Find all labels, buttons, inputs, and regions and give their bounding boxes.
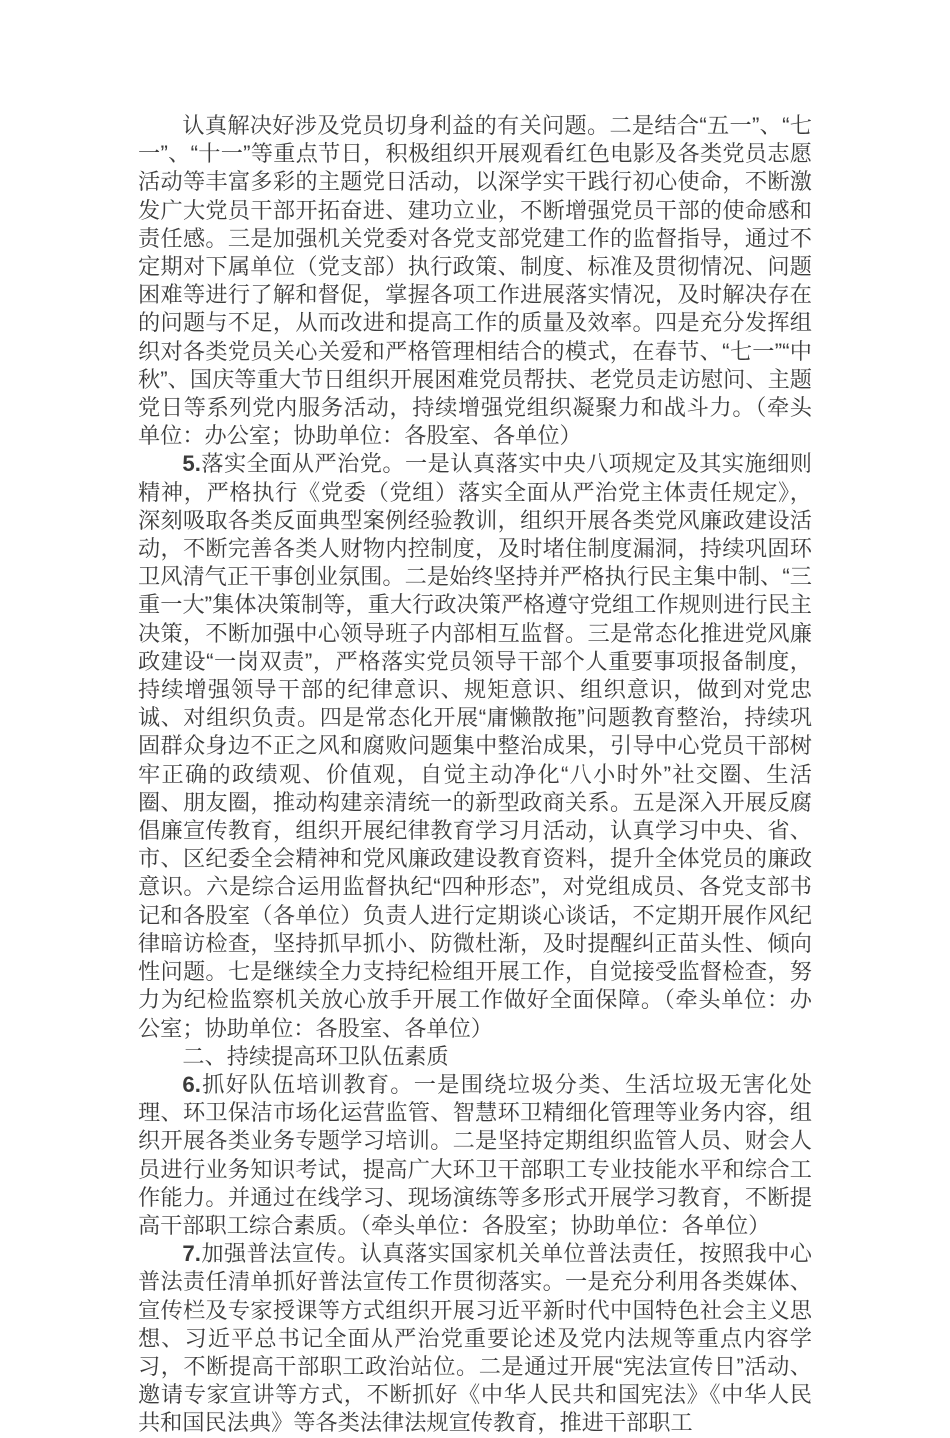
paragraph-item-6	[138, 1071, 812, 1240]
paragraph-number: 7.	[182, 1241, 201, 1267]
paragraph-continued-party-building	[138, 112, 812, 450]
paragraph-text: 加强普法宣传。认真落实国家机关单位普法责任，按照我中心普法责任清单抓好普法宣传工作贯彻落实。一是充分利用各类媒体、宣传栏及专家授课等方式组织开展习近平新时代中国特色社会主义思想、习近平总书记全面从严治党重要论述及党内法规等重点内容学习，不断提高干部职工政治站位。二是通过开展“宪法宣传日”活动、邀请专家宣讲等方式，不断抓好《中华人民共和国宪法》《中华人民共和国民法典》等各类法律法规宣传教育，推进干部职工	[138, 1241, 812, 1436]
heading-text: 二、持续提高环卫队伍素质	[182, 1043, 449, 1069]
paragraph-number: 6.	[182, 1071, 201, 1097]
paragraph-item-7	[138, 1240, 812, 1437]
paragraph-text: 抓好队伍培训教育。一是围绕垃圾分类、生活垃圾无害化处理、环卫保洁市场化运营监管、智慧环卫精细化管理等业务内容，组织开展各类业务专题学习培训。二是坚持定期组织监管人员、财会人员进行业务知识考试，提高广大环卫干部职工专业技能水平和综合工作能力。并通过在线学习、现场演练等多形式开展学习教育，不断提高干部职工综合素质。（牵头单位：各股室；协助单位：各单位）	[138, 1071, 812, 1238]
paragraph-text: 落实全面从严治党。一是认真落实中央八项规定及其实施细则精神，严格执行《党委（党组）落实全面从严治党主体责任规定》，深刻吸取各类反面典型案例经验教训，组织开展各类党风廉政建设活动，不断完善各类人财物内控制度，及时堵住制度漏洞，持续巩固环卫风清气正干事创业氛围。二是始终坚持并严格执行民主集中制、“三重一大”集体决策制等，重大行政决策严格遵守党组工作规则进行民主决策，不断加强中心领导班子内部相互监督。三是常态化推进党风廉政建设“一岗双责”，严格落实党员领导干部个人重要事项报备制度，持续增强领导干部的纪律意识、规矩意识、组织意识，做到对党忠诚、对组织负责。四是常态化开展“庸懒散拖”问题教育整治，持续巩固群众身边不正之风和腐败问题集中整治成果，引导中心党员干部树牢正确的政绩观、价值观，自觉主动净化“八小时外”社交圈、生活圈、朋友圈，推动构建亲清统一的新型政商关系。五是深入开展反腐倡廉宣传教育，组织开展纪律教育学习月活动，认真学习中央、省、市、区纪委全会精神和党风廉政建设教育资料，提升全体党员的廉政意识。六是综合运用监督执纪“四种形态”，对党组成员、各党支部书记和各股室（各单位）负责人进行定期谈心谈话，不定期开展作风纪律暗访检查，坚持抓早抓小、防微杜渐，及时提醒纠正苗头性、倾向性问题。七是继续全力支持纪检组开展工作，自觉接受监督检查，努力为纪检监察机关放心放手开展工作做好全面保障。（牵头单位：办公室；协助单位：各股室、各单位）	[138, 451, 812, 1041]
paragraph-item-5	[138, 450, 812, 1042]
heading-section-two	[138, 1043, 812, 1071]
paragraph-text: 认真解决好涉及党员切身利益的有关问题。二是结合“五一”、“七一”、“十一”等重点节日，积极组织开展观看红色电影及各类党员志愿活动等丰富多彩的主题党日活动，以深学实干践行初心使命，不断激发广大党员干部开拓奋进、建功立业，不断增强党员干部的使命感和责任感。三是加强机关党委对各党支部党建工作的监督指导，通过不定期对下属单位（党支部）执行政策、制度、标准及贯彻情况、问题困难等进行了解和督促，掌握各项工作进展落实情况，及时解决存在的问题与不足，从而改进和提高工作的质量及效率。四是充分发挥组织对各类党员关心关爱和严格管理相结合的模式，在春节、“七一”“中秋”、国庆等重大节日组织开展困难党员帮扶、老党员走访慰问、主题党日等系列党内服务活动，持续增强党组织凝聚力和战斗力。（牵头单位：办公室；协助单位：各股室、各单位）	[138, 113, 812, 449]
document-text-body	[138, 112, 812, 1438]
paragraph-number: 5.	[182, 451, 201, 477]
